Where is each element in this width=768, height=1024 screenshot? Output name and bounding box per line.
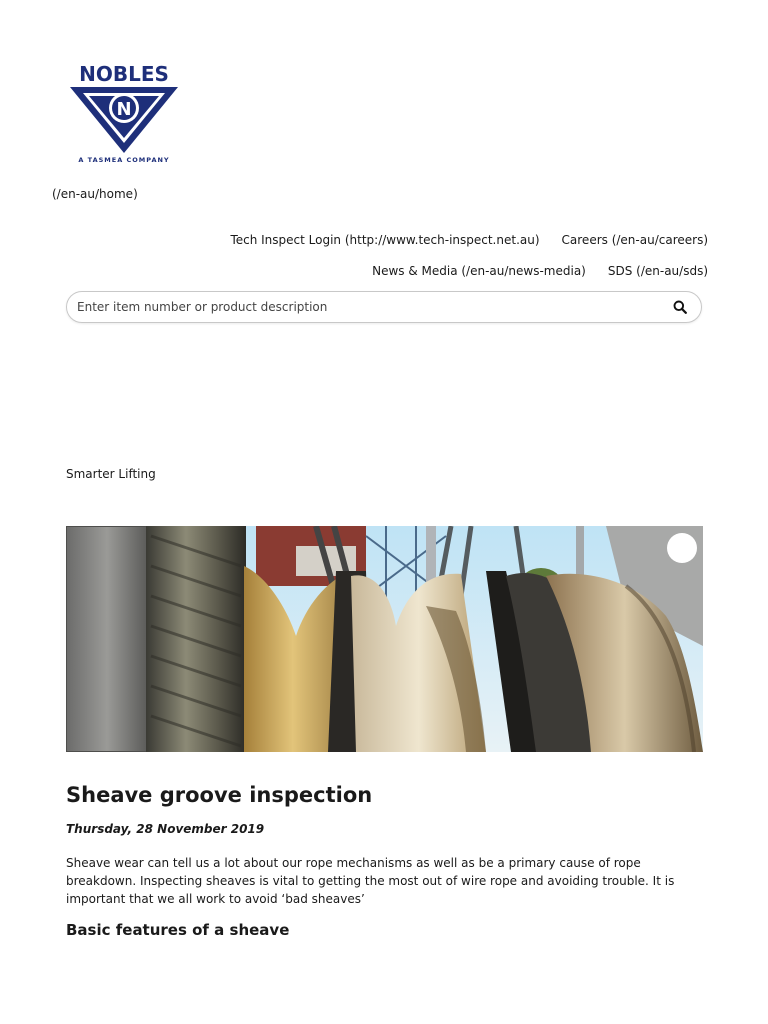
nav-link-sds[interactable]: SDS (/en-au/sds) (607, 264, 708, 278)
search-icon (673, 300, 687, 314)
top-navigation (230, 233, 708, 295)
nav-link-news-media[interactable]: News & Media (/en-au/news-media) (372, 264, 586, 278)
article-body: Sheave wear can tell us a lot about our rope mechanisms as well as be a primary cause of rope breakdown. Inspecting sheaves is vital to getting the most out of wire rope and avoiding trouble. It is important that we all work to avoid ‘bad sheaves’ (66, 856, 675, 906)
nav-link-careers[interactable]: Careers (/en-au/careers) (561, 233, 708, 247)
article-date: Thursday, 28 November 2019 (66, 822, 265, 836)
nobles-logo[interactable] (56, 50, 196, 170)
article-subheading: Basic features of a sheave (66, 921, 290, 939)
logo-wordmark: NOBLES (79, 62, 169, 86)
search-input[interactable] (67, 300, 665, 314)
search-bar (66, 291, 702, 323)
logo-letter: N (116, 99, 132, 120)
home-link[interactable]: (/en-au/home) (52, 187, 138, 201)
carousel-dot-button[interactable] (667, 533, 697, 563)
logo-tagline: A TASMEA COMPANY (78, 156, 170, 164)
search-button[interactable] (665, 292, 695, 322)
section-label: Smarter Lifting (66, 467, 156, 481)
hero-image (66, 526, 703, 752)
sheave-photo (66, 526, 703, 752)
nav-link-tech-inspect-login[interactable]: Tech Inspect Login (http://www.tech-inspect.net.au) (230, 233, 540, 247)
article-title: Sheave groove inspection (66, 783, 373, 807)
nobles-logo-icon (56, 50, 196, 170)
nav-row-primary (230, 233, 708, 264)
